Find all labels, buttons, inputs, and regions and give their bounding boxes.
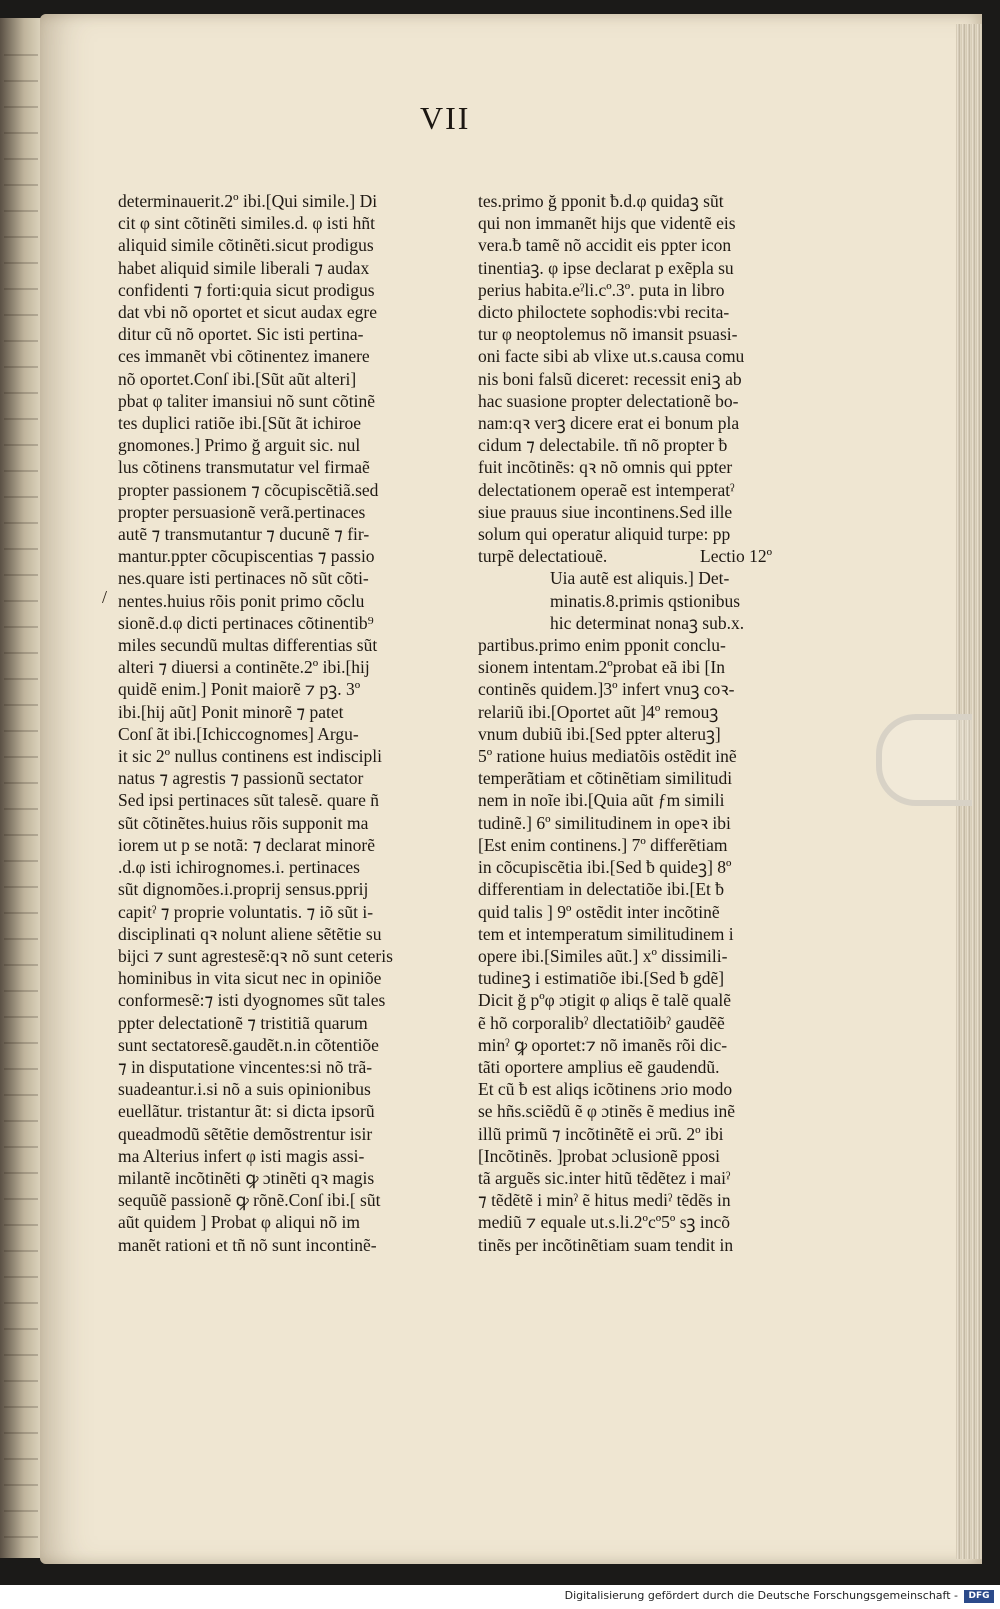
text-line: disciplinati qꝛ nolunt aliene sẽtẽtie su [118,923,382,944]
text-line: partibus.primo enim pponit conclu- [478,635,726,656]
text-line: tinentiaꝫ. φ ipse declarat p exẽpla su [478,257,734,278]
text-line: nõ oportet.Conſ ibi.[Sũt aũt alteri] [118,368,357,389]
text-line: suadeantur.i.si nõ a suis opinionibus [118,1079,371,1100]
text-line: nentes.huius rõis ponit primo cõclu [118,590,365,611]
text-line: [Est enim continens.] 7º differẽtiam [478,834,728,855]
text-line: hominibus in vita sicut nec in opiniõe [118,968,382,989]
text-line: confidenti ⁊ forti:quia sicut prodigus [118,279,375,300]
text-line: quid talis ] 9º ostẽdit inter incõtinẽ [478,901,720,922]
text-line: mediũ ⁊ equale ut.s.li.2ºcº5º sꝫ incõ [478,1212,730,1233]
text-line: ⁊ tẽdẽtẽ i minˀ ẽ hitus mediˀ tẽdẽs in [478,1190,731,1211]
left-page-edge [0,18,44,1558]
text-line: aliquid simile cõtinẽti.sicut prodigus [118,235,374,256]
text-line: milantẽ incõtinẽti ꝙ ɔtinẽti qꝛ magis [118,1167,375,1188]
text-line: sionẽ.d.φ dicti pertinaces cõtinentib⁹ [118,612,374,633]
text-line: sũt dignomões.i.proprij sensus.pprij [118,879,369,900]
text-line: hic determinat nonaꝫ sub.x. [550,612,745,633]
text-line: tinẽs per incõtinẽtiam suam tendit in [478,1234,734,1255]
text-line: habet aliquid simile liberali ⁊ audax [118,257,370,278]
text-line: relariũ ibi.[Oportet aũt ]4º remouꝫ [478,701,719,722]
footer-credit: Digitalisierung gefördert durch die Deutsche Forschungsgemeinschaft - [564,1589,958,1602]
text-line: queadmodũ sẽtẽtie demõstrentur isir [118,1123,373,1144]
text-line: nis boni falsũ diceret: recessit eniꝫ ab [478,368,742,389]
text-line: dicto philoctete sophodis:vbi recita- [478,302,730,323]
text-line: manẽt rationi et tñ nõ sunt incontinẽ- [118,1234,377,1255]
text-line: Uia autẽ est aliquis.] Det- [550,568,730,589]
text-line: oni facte sibi ab vlixe ut.s.causa comu [478,346,745,367]
text-line: Dicit ğ pºφ ɔtigit φ aliqs ẽ talẽ qualẽ [478,990,732,1011]
text-line: bijci ⁊ sunt agrestesẽ:qꝛ nõ sunt ceteris [118,945,393,966]
left-page-text-edge [4,38,38,1538]
text-line: ibi.[hij aũt] Ponit minorẽ ⁊ patet [118,701,344,722]
text-line: tes duplici ratiõe ibi.[Sũt ãt ichiroe [118,413,361,434]
text-line: minˀ ꝙ oportet:⁊ nõ imanẽs rõi dic- [478,1034,728,1055]
text-line: pbat φ taliter imansiui nõ sunt cõtinẽ [118,390,375,411]
text-line: ditur cũ nõ oportet. Sic isti pertina- [118,324,364,345]
text-line: nes.quare isti pertinaces nõ sũt cõti- [118,568,369,589]
text-line: lus cõtinens transmutatur vel firmaẽ [118,457,370,478]
text-line: delectationem operaẽ est intemperatˀ [478,479,735,500]
text-line: iorem ut p se notã: ⁊ declarat minorẽ [118,834,376,855]
text-line: dat vbi nõ oportet et sicut audax egre [118,302,378,323]
text-line: determinauerit.2º ibi.[Qui simile.] Di [118,191,378,211]
text-line: siue prauus siue incontinens.Sed ille [478,501,733,522]
text-line: aũt quidem ] Probat φ aliqui nõ im [118,1212,360,1233]
right-text-column [478,190,778,1256]
text-line: in cõcupiscẽtia ibi.[Sed ƀ quideꝫ] 8º [478,857,732,878]
text-line: ẽ hõ corporalibˀ dlectatiõibˀ gaudẽẽ [478,1012,725,1033]
text-line: propter passionem ⁊ cõcupiscẽtiã.sed [118,479,379,500]
text-line: cit φ sint cõtinẽti similes.d. φ isti hñt [118,213,375,234]
text-line: euellãtur. tristantur ãt: si dicta ipsorũ [118,1101,375,1122]
text-line: .d.φ isti ichirognomes.i. pertinaces [118,857,360,878]
dfg-logo-icon: DFG [964,1590,994,1603]
text-line: tes.primo ğ pponit ƀ.d.φ quidaꝫ sũt [478,191,724,211]
text-line: hac suasione propter delectationẽ bo- [478,390,739,411]
text-line: Conſ ãt ibi.[Ichiccognomes] Argu- [118,723,359,744]
text-line: natus ⁊ agrestis ⁊ passionũ sectator [118,768,364,789]
text-line: quidẽ enim.] Ponit maiorẽ ⁊ pꝫ. 3º [118,679,361,700]
left-text-column [118,190,418,1256]
text-line: sunt sectatoresẽ.gaudẽt.n.in cõtentiõe [118,1034,379,1055]
text-line: sũt cõtinẽtes.huius rõis supponit ma [118,812,369,833]
text-line: vnum dubiũ ibi.[Sed ppter alteruꝫ] [478,723,721,744]
lectio-heading: Lectio 12º [700,546,772,567]
text-line: tudinẽ.] 6º similitudinem in opeꝛ ibi [478,812,731,833]
text-line: tã arguẽs sic.inter hitũ tẽdẽtez i maiˀ [478,1167,731,1188]
margin-mark: / [102,587,108,607]
text-line: [Incõtinẽs. ]probat ɔclusionẽ pposi [478,1145,721,1166]
clip-tab [876,714,972,806]
digitization-footer [0,1585,1000,1609]
text-line: it sic 2º nullus continens est indiscipli [118,746,383,767]
text-line: sionem intentam.2ºprobat eã ibi [In [478,657,725,678]
text-line: 5º ratione huius mediatõis ostẽdit inẽ [478,746,737,767]
text-line: capitˀ ⁊ proprie voluntatis. ⁊ iõ sũt i- [118,901,374,922]
text-line: qui non immanẽt hijs que videntẽ eis [478,213,736,234]
text-line: ces immanẽt vbi cõtinentez imanere [118,346,370,367]
text-line: ⁊ in disputatione vincentes:si nõ trã- [118,1056,373,1077]
text-line: se hñs.sciẽdũ ẽ φ ɔtinẽs ẽ medius inẽ [478,1101,735,1122]
text-line: tãti oportere amplius eẽ gaudendũ. [478,1056,720,1077]
text-line: ppter delectationẽ ⁊ tristitiã quarum [118,1012,368,1033]
text-line: mantur.ppter cõcupiscentias ⁊ passio [118,546,375,567]
text-line: ma Alterius infert φ isti magis assi- [118,1145,365,1166]
text-line: vera.ƀ tamẽ nõ accidit eis ppter icon [478,235,732,256]
text-line: tudineꝫ i estimatiõe ibi.[Sed ƀ gdẽ] [478,968,725,989]
text-line: miles secundũ multas differentias sũt [118,635,378,656]
text-line: continẽs quidem.]3º infert vnuꝫ coꝛ- [478,679,735,700]
text-line: alteri ⁊ diuersi a continẽte.2º ibi.[hij [118,657,370,678]
text-line: fuit incõtinẽs: qꝛ nõ omnis qui ppter [478,457,733,478]
text-line: Sed ipsi pertinaces sũt talesẽ. quare ñ [118,790,379,811]
text-line: autẽ ⁊ transmutantur ⁊ ducunẽ ⁊ fir- [118,524,370,545]
text-line: gnomones.] Primo ğ arguit sic. nul [118,435,361,456]
text-line: Et cũ ƀ est aliqs icõtinens ɔrio modo [478,1079,733,1100]
text-line: nem in noĩe ibi.[Quia aũt ƒm simili [478,790,725,811]
folio-number: VII [420,100,471,136]
text-line: propter persuasionẽ verã.pertinaces [118,501,366,522]
text-line: perius habita.eˀli.cº.3º. puta in libro [478,279,725,300]
text-line: nam:qꝛ verꝫ dicere erat ei bonum pla [478,413,740,434]
text-line: tur φ neoptolemus nõ imansit psuasi- [478,324,738,345]
text-line: differentiam in delectatiõe ibi.[Et ƀ [478,879,725,900]
text-line: sequũẽ passionẽ ꝙ rõnẽ.Conſ ibi.[ sũt [118,1190,381,1211]
text-line: cidum ⁊ delectabile. tñ nõ propter ƀ [478,435,728,456]
text-line: turpẽ delectatiouẽ. Lectio 12º [478,545,778,567]
text-line: minatis.8.primis qstionibus [550,590,741,611]
text-line: tem et intemperatum similitudinem i [478,923,734,944]
text-line: conformesẽ:⁊ isti dyognomes sũt tales [118,990,386,1011]
text-line: temperãtiam et cõtinẽtiam similitudi [478,768,733,789]
text-line: solum qui operatur aliquid turpe: pp [478,524,731,545]
text-line: illũ primũ ⁊ incõtinẽtẽ ei ɔrũ. 2º ibi [478,1123,724,1144]
text-line: opere ibi.[Similes aũt.] xº dissimili- [478,945,728,966]
